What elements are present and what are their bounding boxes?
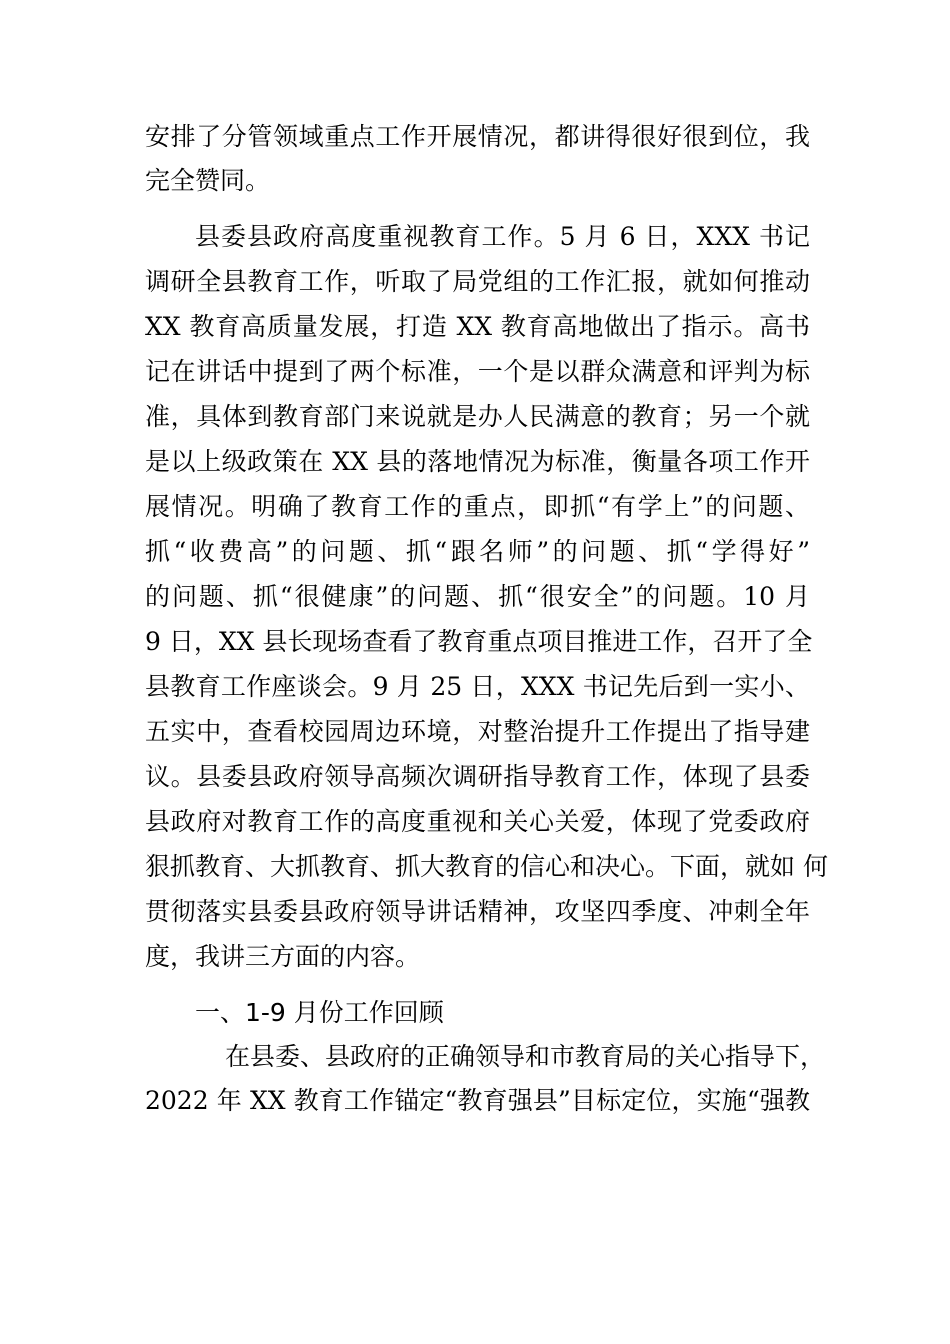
main-line-3: XX 教育高质量发展，打造 XX 教育高地做出了指示。高书 (145, 312, 810, 341)
main-line-1: 县委县政府高度重视教育工作。5 月 6 日，XXX 书记 (195, 222, 810, 251)
main-line-6: 是以上级政策在 XX 县的落地情况为标准，衡量各项工作开 (145, 447, 810, 476)
main-line-2: 调研全县教育工作，听取了局党组的工作汇报，就如何推动 (145, 267, 810, 296)
main-line-15: 狠抓教育、大抓教育、抓大教育的信心和决心。下面，就如 何 (145, 852, 828, 881)
main-line-10: 9 日，XX 县长现场查看了教育重点项目推进工作，召开了全 (145, 627, 813, 656)
main-line-7: 展情况。明确了教育工作的重点，即抓“有学上”的问题、 (145, 492, 810, 521)
main-line-9: 的问题、抓“很健康”的问题、抓“很安全”的问题。10 月 (145, 582, 810, 611)
main-line-13: 议。县委县政府领导高频次调研指导教育工作，体现了县委 (145, 762, 810, 791)
intro-line-1: 安排了分管领域重点工作开展情况，都讲得很好很到位，我 (145, 122, 810, 151)
main-line-14: 县政府对教育工作的高度重视和关心关爱，体现了党委政府 (145, 807, 810, 836)
main-line-17: 度，我讲三方面的内容。 (145, 942, 421, 971)
main-line-4: 记在讲话中提到了两个标准，一个是以群众满意和评判为标 (145, 357, 810, 386)
section-heading: 一、1-9 月份工作回顾 (195, 998, 444, 1027)
main-line-11: 县教育工作座谈会。9 月 25 日，XXX 书记先后到一实小、 (145, 672, 810, 701)
main-line-5: 准，具体到教育部门来说就是办人民满意的教育；另一个就 (145, 402, 810, 431)
section-line-1: 在县委、县政府的正确领导和市教育局的关心指导下， (225, 1042, 826, 1071)
intro-line-2: 完全赞同。 (145, 166, 271, 195)
main-line-8: 抓“收费高”的问题、抓“跟名师”的问题、抓“学得好” (145, 537, 810, 566)
main-line-12: 五实中，查看校园周边环境，对整治提升工作提出了指导建 (145, 717, 810, 746)
main-line-16: 贯彻落实县委县政府领导讲话精神，攻坚四季度、冲刺全年 (145, 897, 810, 926)
section-line-2: 2022 年 XX 教育工作锚定“教育强县”目标定位，实施“强教 (145, 1086, 810, 1115)
